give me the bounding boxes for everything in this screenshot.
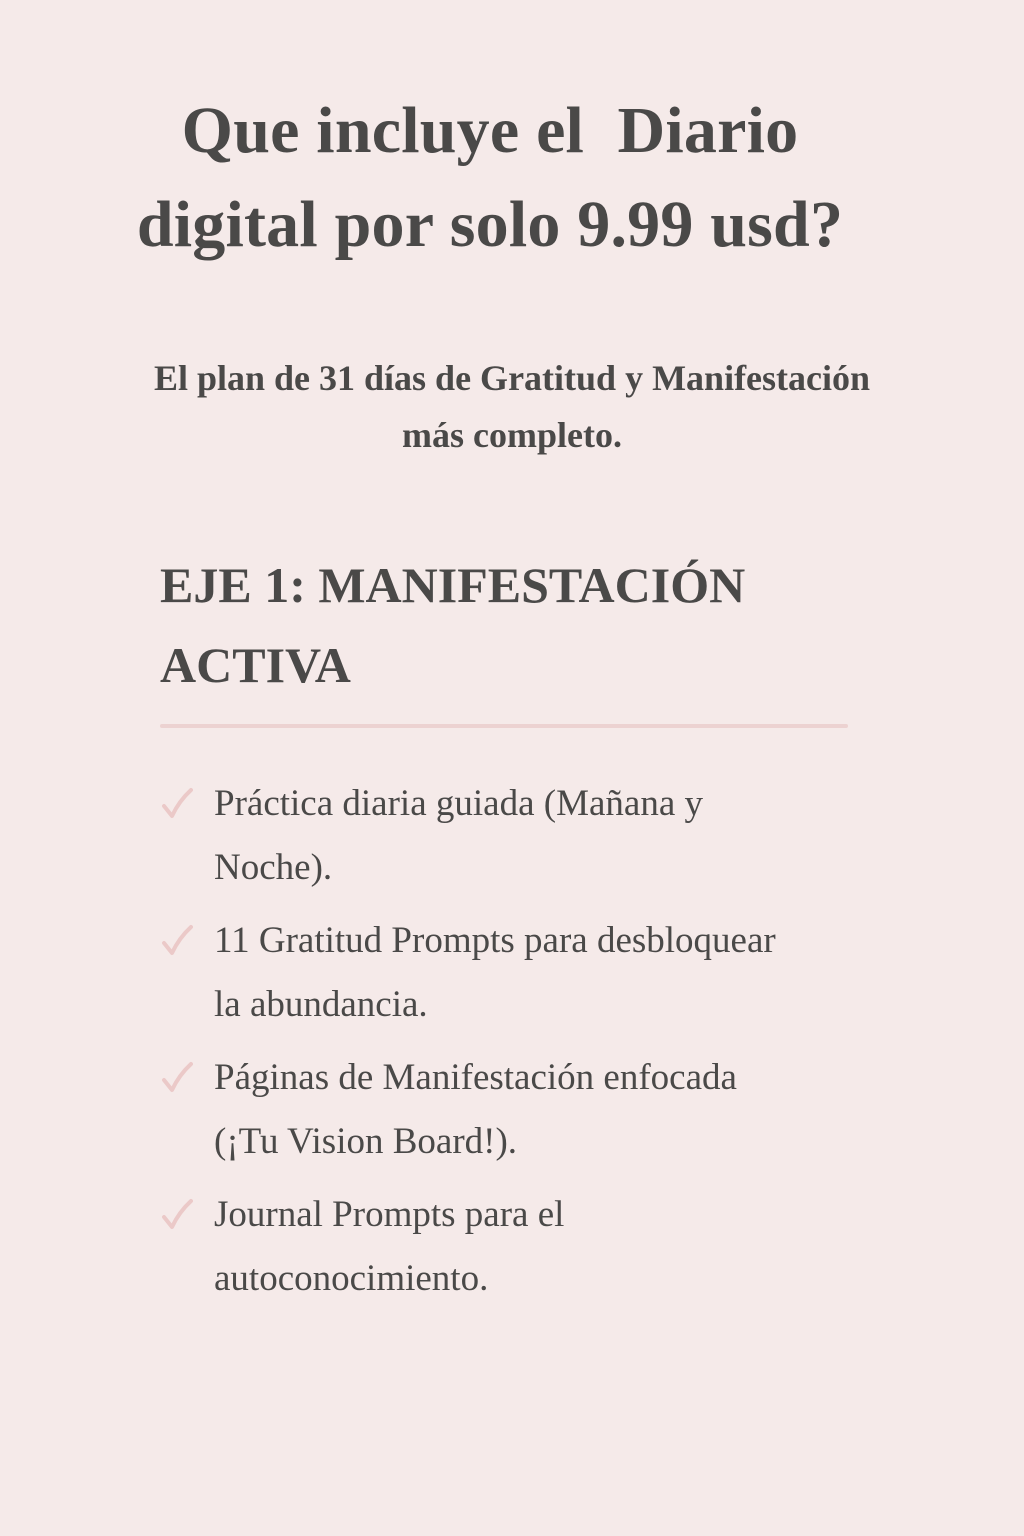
subtitle-line-2: más completo.	[402, 415, 622, 455]
feature-text-line-1: Páginas de Manifestación enfocada	[214, 1057, 737, 1098]
feature-text	[214, 1183, 850, 1311]
feature-text-line-1: 11 Gratitud Prompts para desbloquear	[214, 920, 776, 961]
checkmark-icon	[160, 1183, 194, 1247]
headline-line-2: digital por solo 9.99 usd?	[136, 188, 844, 261]
checkmark-icon	[160, 772, 194, 836]
feature-item	[160, 909, 850, 1037]
feature-text-line-2: la abundancia.	[214, 984, 428, 1025]
feature-list	[160, 772, 850, 1311]
section-title-line-2: ACTIVA	[160, 637, 351, 693]
feature-text-line-2: (¡Tu Vision Board!).	[214, 1121, 518, 1162]
subtitle	[60, 350, 964, 464]
checkmark-icon	[160, 909, 194, 973]
feature-text-line-1: Journal Prompts para el	[214, 1194, 565, 1235]
checkmark-icon	[160, 1046, 194, 1110]
feature-text	[214, 772, 850, 900]
feature-text	[214, 1046, 850, 1174]
subtitle-line-1: El plan de 31 días de Gratitud y Manifestación	[153, 358, 871, 398]
feature-item	[160, 1183, 850, 1311]
headline	[70, 84, 910, 272]
feature-text-line-1: Práctica diaria guiada (Mañana y	[214, 783, 703, 824]
feature-text-line-2: autoconocimiento.	[214, 1258, 489, 1299]
feature-item	[160, 1046, 850, 1174]
section-title-line-1: EJE 1: MANIFESTACIÓN	[160, 557, 746, 613]
feature-text	[214, 909, 850, 1037]
feature-section	[160, 545, 850, 1320]
section-divider	[160, 724, 848, 728]
section-title	[160, 545, 850, 705]
feature-text-line-2: Noche).	[214, 847, 333, 888]
feature-item	[160, 772, 850, 900]
headline-line-1: Que incluye el Diario	[181, 94, 799, 167]
